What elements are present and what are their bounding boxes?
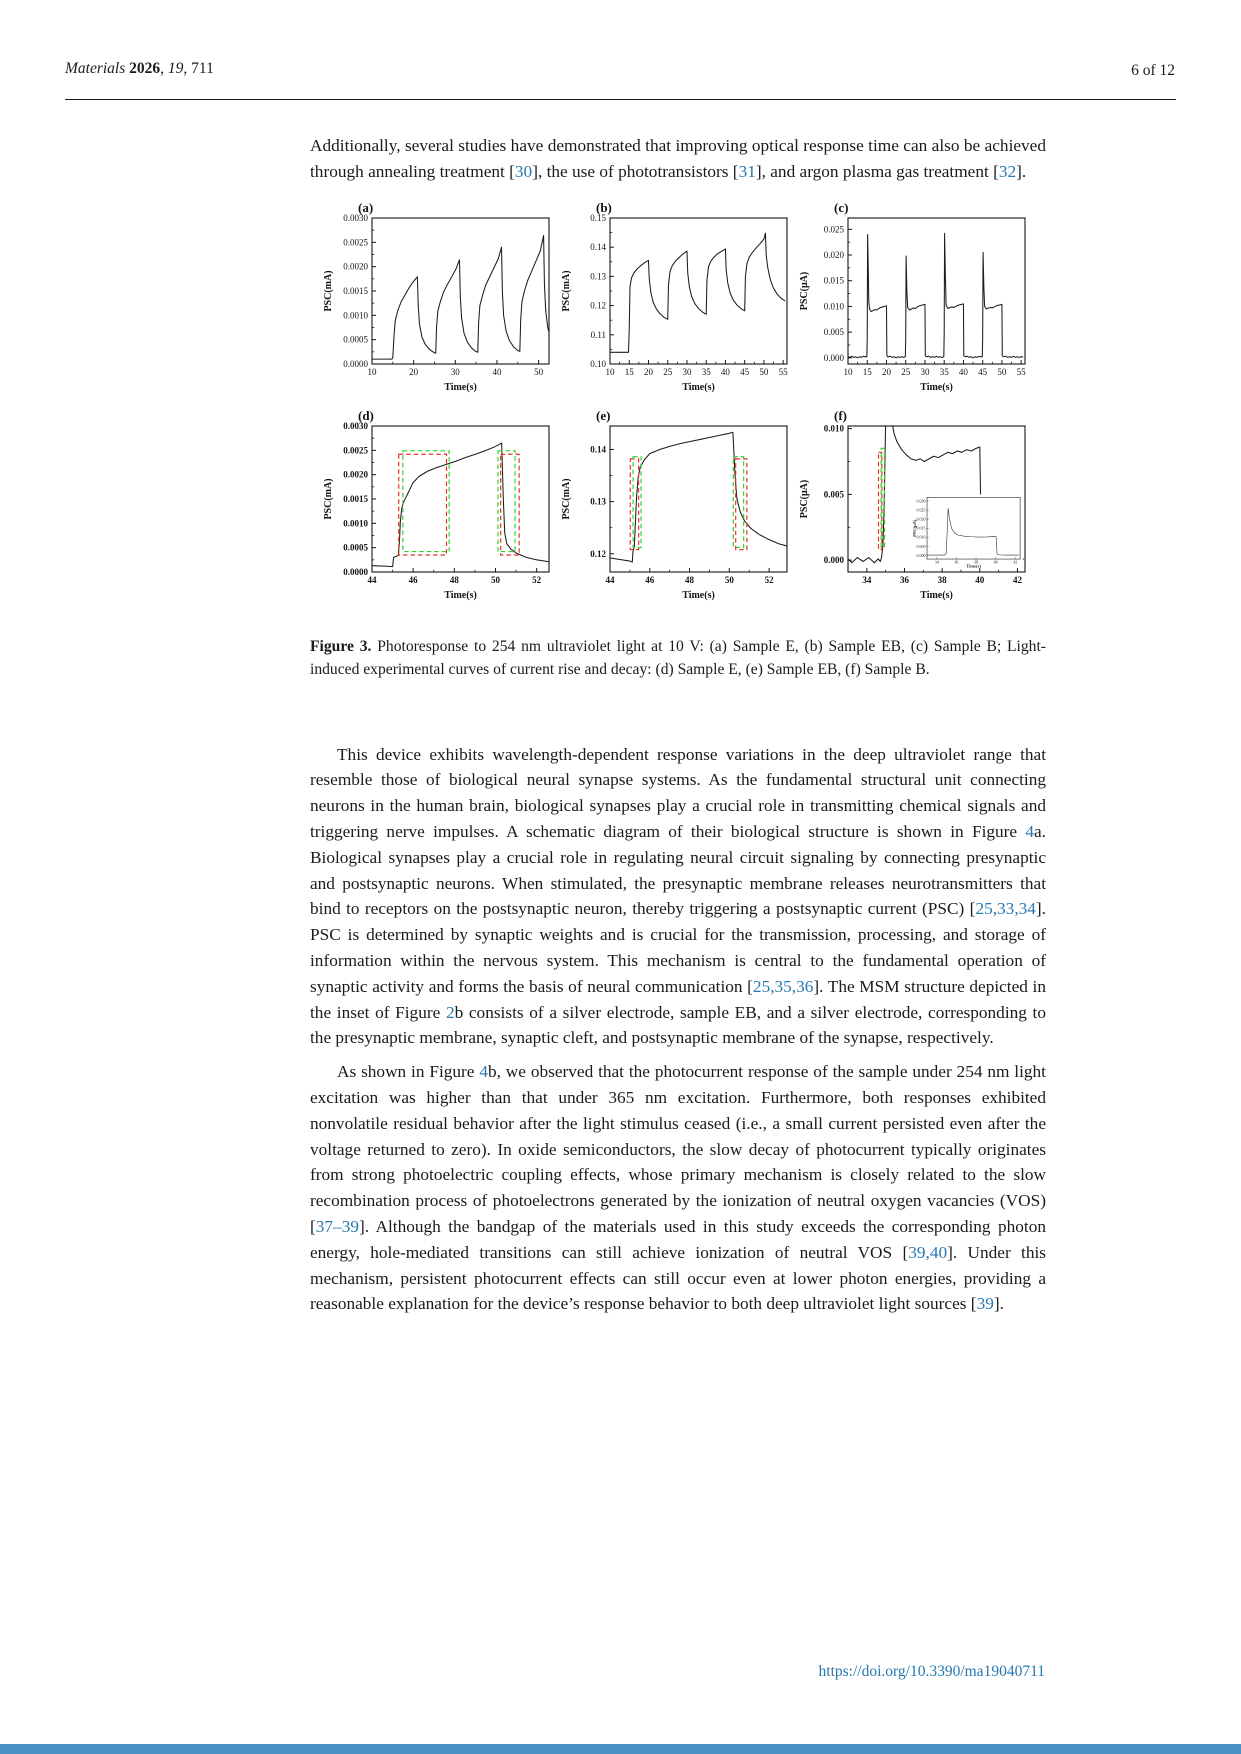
svg-text:44: 44 xyxy=(367,574,377,585)
svg-text:25: 25 xyxy=(663,366,673,377)
text-segment: ]. The MSM structure depicted in the inset of Figure xyxy=(310,976,1046,1022)
svg-text:0.0010: 0.0010 xyxy=(343,309,368,320)
svg-text:50: 50 xyxy=(759,366,769,377)
svg-text:0.015: 0.015 xyxy=(916,525,926,531)
figure-3-caption xyxy=(310,635,1046,682)
svg-text:38: 38 xyxy=(974,559,979,565)
svg-text:0.0005: 0.0005 xyxy=(343,542,368,553)
svg-text:25: 25 xyxy=(901,366,911,377)
svg-text:(c): (c) xyxy=(834,200,849,215)
text-segment: ]. xyxy=(1016,161,1027,181)
citation-link[interactable]: 39,40 xyxy=(908,1242,948,1262)
svg-text:0.15: 0.15 xyxy=(590,212,606,223)
svg-text:0.0025: 0.0025 xyxy=(343,444,368,455)
svg-text:Time(s): Time(s) xyxy=(966,563,981,569)
svg-text:0.015: 0.015 xyxy=(823,275,844,286)
svg-text:50: 50 xyxy=(724,574,734,585)
text-segment: Additionally, several studies have demonstrated that improving optical response time can also be achieved through annealing treatment [ xyxy=(310,136,1046,181)
text-segment: b, we observed that the photocurrent response of the sample under 254 nm light excitation was higher than that under 365 nm excitation. Furthermore, both responses exhibited nonvolatile residual behavior after the light stimulus ceased (i.e., a small current persisted even after the voltage returned to zero). In oxide semiconductors, the slow decay of photocurrent typically originates from strong photoelectric coupling effects, whose primary mechanism is closely related to the slow recombination process of photoelectrons generated by the ionization of neutral oxygen vacancies (VOS) [ xyxy=(310,1062,1046,1236)
svg-text:40: 40 xyxy=(492,366,502,377)
svg-text:45: 45 xyxy=(740,366,750,377)
svg-text:40: 40 xyxy=(958,366,968,377)
svg-text:0.005: 0.005 xyxy=(916,543,926,549)
subplot-b-sample-eb-chart xyxy=(558,201,796,397)
svg-text:0.0015: 0.0015 xyxy=(343,285,368,296)
svg-text:0.0030: 0.0030 xyxy=(343,212,368,223)
subplot-f-sample-b-rise-decay-chart xyxy=(796,409,1034,605)
svg-text:36: 36 xyxy=(954,559,959,565)
svg-text:40: 40 xyxy=(720,366,730,377)
text-segment: 2026 xyxy=(129,60,161,77)
svg-text:PSC(mA): PSC(mA) xyxy=(561,478,572,520)
svg-text:0.12: 0.12 xyxy=(590,300,606,311)
subplot-d-sample-e-rise-decay-chart xyxy=(320,409,558,605)
svg-text:Time(s): Time(s) xyxy=(444,381,477,393)
svg-text:(b): (b) xyxy=(596,200,612,215)
citation-link[interactable]: 39 xyxy=(976,1294,994,1314)
svg-text:15: 15 xyxy=(624,366,634,377)
subplot-c-sample-b-chart xyxy=(796,201,1034,397)
svg-text:(a): (a) xyxy=(358,200,374,215)
svg-text:35: 35 xyxy=(939,366,949,377)
svg-text:52: 52 xyxy=(764,574,774,585)
text-segment: ]. Under this mechanism, persistent photocurrent effects can still occur even at lower photon energies, providing a reasonable explanation for the device’s response behavior to both deep ultraviolet light sources [ xyxy=(310,1242,1046,1314)
citation-link[interactable]: 4 xyxy=(1025,821,1034,841)
svg-text:0.0000: 0.0000 xyxy=(343,358,368,369)
svg-text:PSC(μA): PSC(μA) xyxy=(799,271,810,310)
text-segment: 19 xyxy=(167,60,184,77)
svg-text:50: 50 xyxy=(534,366,544,377)
svg-text:Time(s): Time(s) xyxy=(920,381,953,393)
svg-text:38: 38 xyxy=(937,574,947,585)
text-segment: , 711 xyxy=(183,60,214,77)
svg-text:0.12: 0.12 xyxy=(590,548,606,559)
svg-text:55: 55 xyxy=(778,366,788,377)
svg-text:40: 40 xyxy=(975,574,985,585)
svg-text:0.005: 0.005 xyxy=(823,326,844,337)
svg-text:Time(s): Time(s) xyxy=(682,381,715,393)
bottom-accent-bar xyxy=(0,1744,1241,1754)
text-segment: This device exhibits wavelength-dependent response variations in the deep ultraviolet range that resemble those of biological neural synapse systems. As the fundamental structural unit connecting neurons in the human brain, biological synapses play a crucial role in transmitting chemical signals and triggering nerve impulses. A schematic diagram of their biological structure is shown in Figure xyxy=(310,744,1046,841)
svg-text:PSC(mA): PSC(mA) xyxy=(323,270,334,312)
svg-text:34: 34 xyxy=(934,559,939,565)
svg-text:Time(s): Time(s) xyxy=(444,589,477,601)
svg-text:36: 36 xyxy=(899,574,909,585)
header-rule xyxy=(65,99,1176,100)
svg-text:20: 20 xyxy=(643,366,653,377)
svg-text:52: 52 xyxy=(532,574,542,585)
svg-text:0.020: 0.020 xyxy=(823,249,844,260)
text-segment: As shown in Figure xyxy=(337,1062,480,1082)
svg-text:0.0020: 0.0020 xyxy=(343,261,368,272)
svg-text:15: 15 xyxy=(862,366,872,377)
paragraph-synapse xyxy=(310,742,1046,1052)
svg-text:0.000: 0.000 xyxy=(916,552,926,558)
figure-3 xyxy=(310,201,1046,682)
page-number: 6 of 12 xyxy=(1131,62,1175,79)
citation-link[interactable]: 37–39 xyxy=(315,1216,359,1236)
paragraph-intro xyxy=(310,133,1046,185)
svg-text:0.025: 0.025 xyxy=(916,507,926,513)
svg-text:0.14: 0.14 xyxy=(590,444,606,455)
svg-text:42: 42 xyxy=(1012,574,1022,585)
svg-text:0.010: 0.010 xyxy=(823,301,844,312)
citation-link[interactable]: 30 xyxy=(514,161,533,181)
text-segment: Photoresponse to 254 nm ultraviolet light at 10 V: (a) Sample E, (b) Sample EB, (c) Sample B; Light-induced experimental curves of current rise and decay: (d) Sample E, (e) Sample EB, (f) Sample B. xyxy=(310,637,1047,679)
text-segment: ]. PSC is determined by synaptic weights and is crucial for the transmission, processing, and storage of information within the nervous system. This mechanism is central to the fundamental operation of synaptic activity and forms the basis of neural communication [ xyxy=(310,899,1046,996)
citation-link[interactable]: 4 xyxy=(479,1062,488,1082)
svg-text:(f): (f) xyxy=(834,408,847,423)
svg-text:42: 42 xyxy=(1013,559,1018,565)
text-segment: b consists of a silver electrode, sample EB, and a silver electrode, corresponding to the presynaptic membrane, synaptic cleft, and postsynaptic membrane of the synapse, respectively. xyxy=(310,1002,1047,1048)
svg-text:Time(s): Time(s) xyxy=(682,589,715,601)
svg-text:10: 10 xyxy=(843,366,853,377)
citation-link[interactable]: 32 xyxy=(998,161,1017,181)
svg-text:50: 50 xyxy=(490,574,500,585)
svg-text:46: 46 xyxy=(645,574,655,585)
svg-text:10: 10 xyxy=(605,366,615,377)
svg-text:44: 44 xyxy=(605,574,615,585)
citation-link[interactable]: 25,33,34 xyxy=(975,899,1036,919)
svg-text:PSC(mA): PSC(mA) xyxy=(323,478,334,520)
svg-text:0.0000: 0.0000 xyxy=(343,566,368,577)
paragraph-photocurrent xyxy=(310,1059,1046,1317)
svg-text:0.010: 0.010 xyxy=(823,423,844,434)
citation-link[interactable]: 2 xyxy=(445,1002,455,1022)
svg-text:0.0030: 0.0030 xyxy=(343,420,368,431)
svg-text:20: 20 xyxy=(881,366,891,377)
svg-text:30: 30 xyxy=(450,366,460,377)
text-segment: Materials xyxy=(65,60,126,77)
svg-text:45: 45 xyxy=(978,366,988,377)
svg-text:0.11: 0.11 xyxy=(590,329,606,340)
svg-text:10: 10 xyxy=(367,366,377,377)
svg-text:Time(s): Time(s) xyxy=(920,589,953,601)
svg-text:0.0005: 0.0005 xyxy=(343,334,368,345)
page-body xyxy=(310,133,1046,1317)
svg-text:40: 40 xyxy=(993,559,998,565)
subplot-a-sample-e-chart xyxy=(320,201,558,397)
svg-text:48: 48 xyxy=(685,574,695,585)
svg-text:PSC(μA): PSC(μA) xyxy=(799,479,810,518)
text-segment: ], the use of phototransistors [ xyxy=(532,161,739,181)
text-segment: , xyxy=(160,60,168,77)
citation-link[interactable]: 25,35,36 xyxy=(752,976,814,996)
svg-text:0.025: 0.025 xyxy=(823,223,844,234)
svg-text:0.000: 0.000 xyxy=(823,554,844,565)
svg-text:48: 48 xyxy=(449,574,459,585)
svg-text:34: 34 xyxy=(862,574,872,585)
citation-link[interactable]: 31 xyxy=(738,161,756,181)
svg-text:PSC(mA): PSC(mA) xyxy=(561,270,572,312)
subplot-e-sample-eb-rise-decay-chart xyxy=(558,409,796,605)
text-segment: ]. xyxy=(993,1294,1004,1314)
svg-text:20: 20 xyxy=(409,366,419,377)
text-segment: Figure 3. xyxy=(310,637,372,655)
svg-text:0.005: 0.005 xyxy=(823,488,844,499)
svg-text:(e): (e) xyxy=(596,408,611,423)
svg-text:55: 55 xyxy=(1016,366,1026,377)
svg-text:0.0015: 0.0015 xyxy=(343,493,368,504)
svg-text:46: 46 xyxy=(408,574,418,585)
svg-text:0.010: 0.010 xyxy=(916,534,926,540)
svg-text:0.14: 0.14 xyxy=(590,241,606,252)
svg-text:0.0010: 0.0010 xyxy=(343,517,368,528)
svg-text:0.030: 0.030 xyxy=(916,498,926,504)
svg-text:0.10: 0.10 xyxy=(590,358,606,369)
svg-text:35: 35 xyxy=(701,366,711,377)
svg-text:0.0025: 0.0025 xyxy=(343,236,368,247)
svg-text:30: 30 xyxy=(920,366,930,377)
svg-text:(d): (d) xyxy=(358,408,374,423)
journal-header xyxy=(65,60,214,78)
text-segment: ], and argon plasma gas treatment [ xyxy=(755,161,999,181)
text-segment: ]. Although the bandgap of the materials used in this study exceeds the corresponding photon energy, hole-mediated transitions can still achieve ionization of neutral VOS [ xyxy=(310,1216,1046,1262)
svg-text:30: 30 xyxy=(682,366,692,377)
svg-text:0.13: 0.13 xyxy=(590,496,606,507)
svg-text:PSC(μA): PSC(μA) xyxy=(912,519,918,537)
doi-link[interactable]: https://doi.org/10.3390/ma19040711 xyxy=(818,1663,1045,1680)
svg-text:0.000: 0.000 xyxy=(823,352,844,363)
svg-text:0.020: 0.020 xyxy=(916,516,926,522)
svg-text:0.13: 0.13 xyxy=(590,270,606,281)
text-segment: a. Biological synapses play a crucial role in regulating neural circuit signaling by connecting presynaptic and postsynaptic neurons. When stimulated, the presynaptic membrane releases neurotransmitters that bind to receptors on the postsynaptic neuron, thereby triggering a postsynaptic current (PSC) [ xyxy=(310,821,1046,919)
svg-text:0.0020: 0.0020 xyxy=(343,469,368,480)
figure-3-panels xyxy=(320,201,1046,605)
svg-text:50: 50 xyxy=(997,366,1007,377)
